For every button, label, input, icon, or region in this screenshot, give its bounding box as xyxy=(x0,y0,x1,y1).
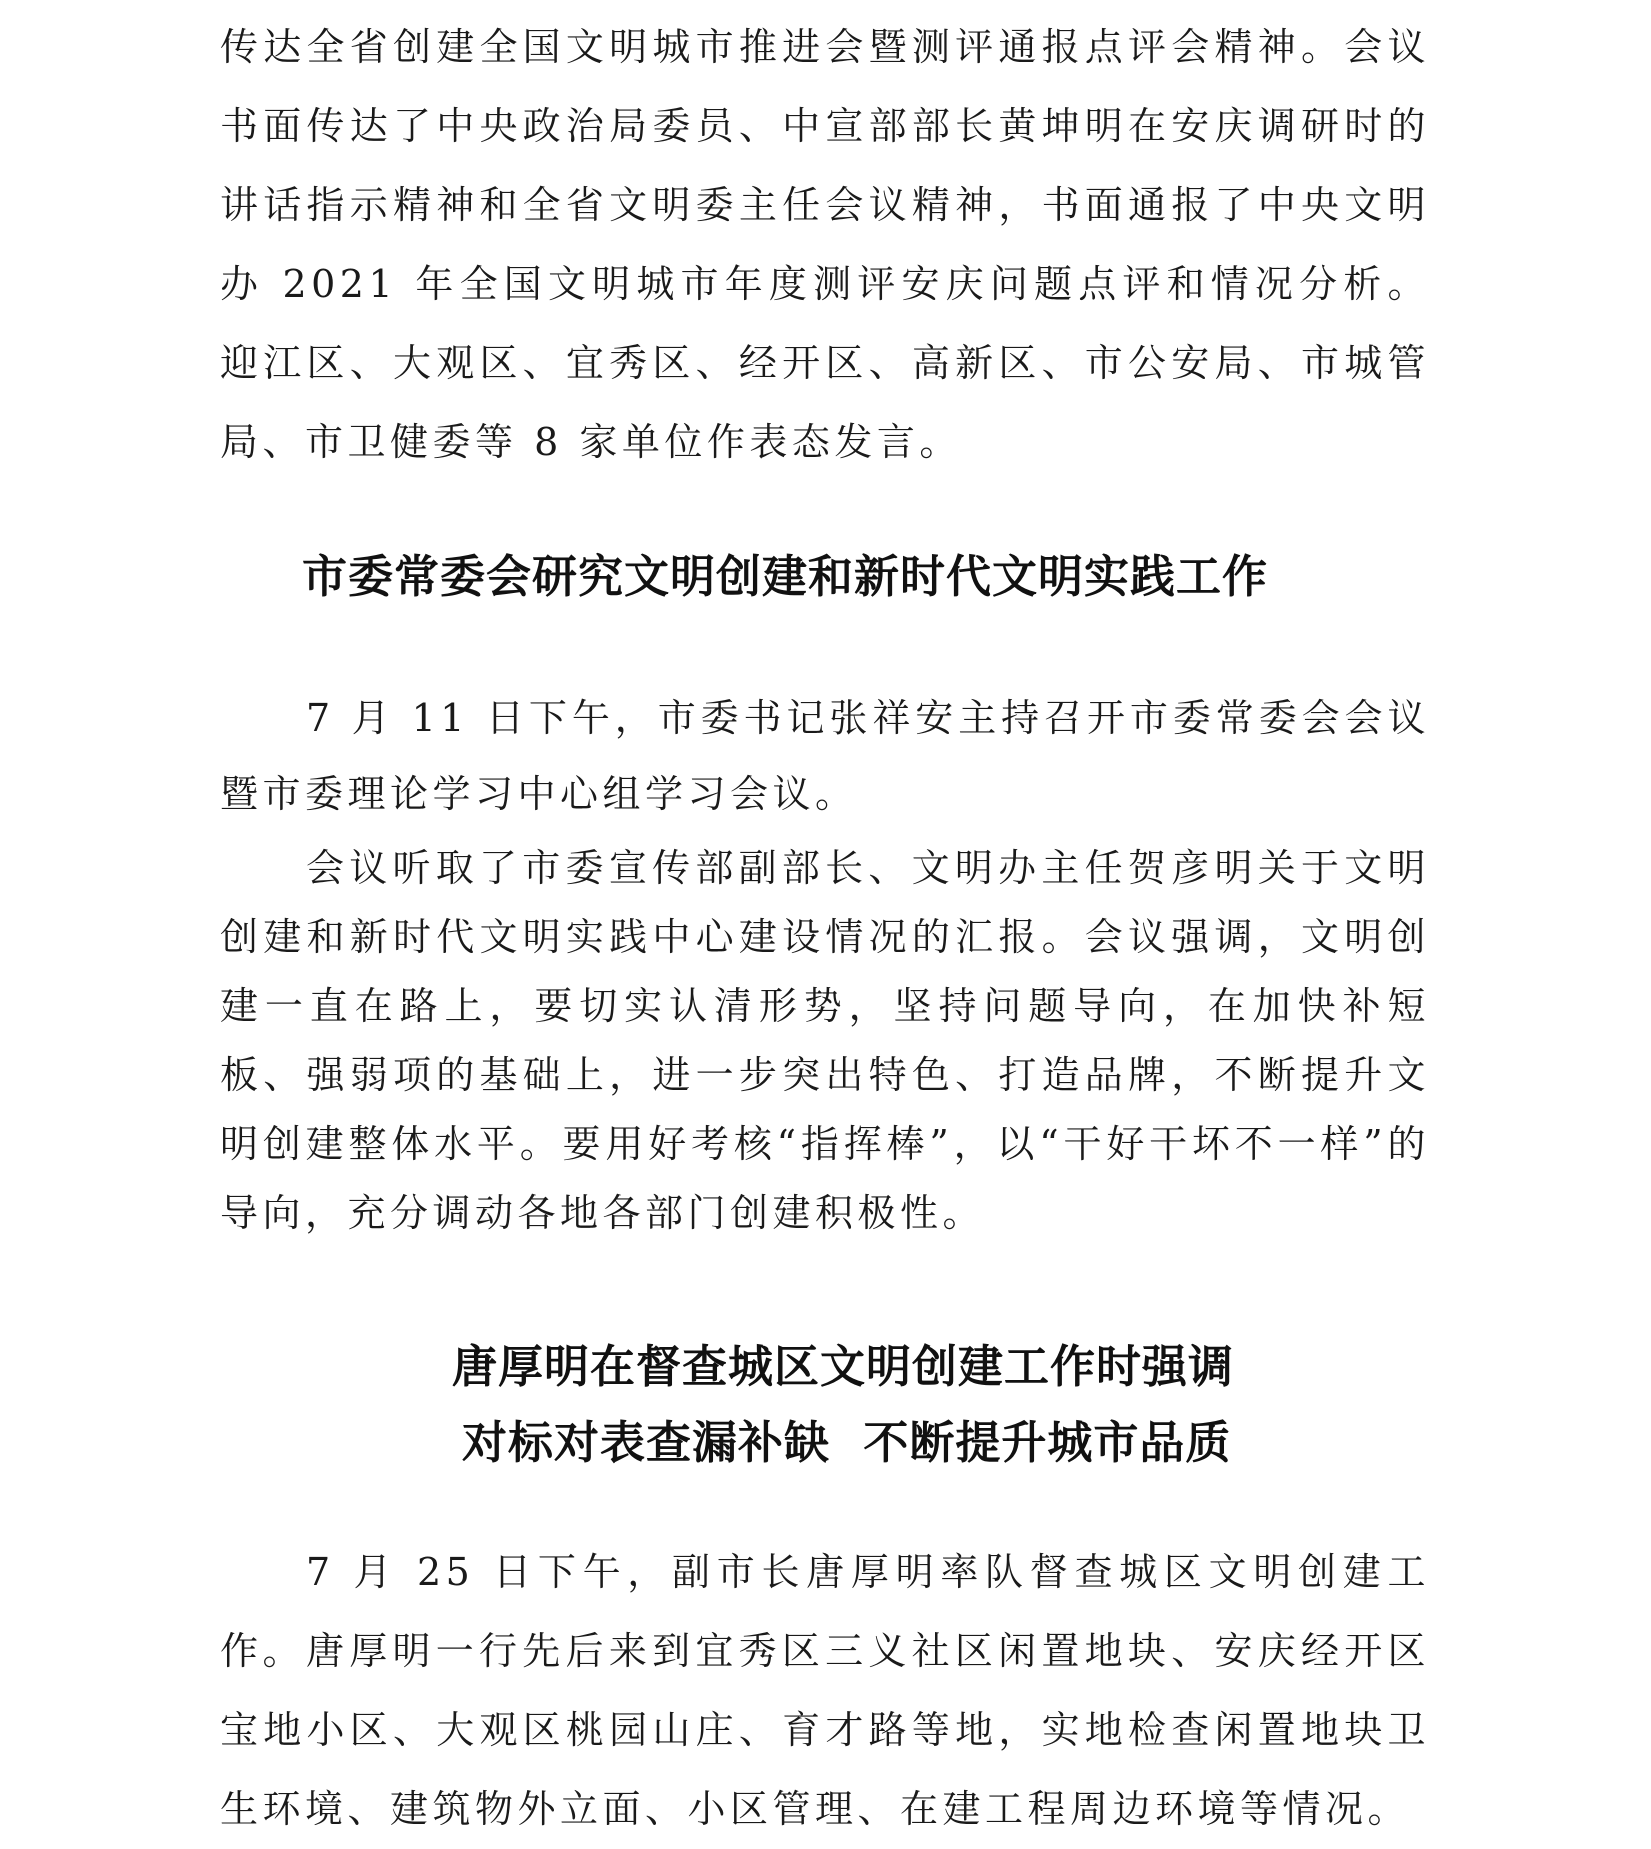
section-heading-inspection-line2: 对标对表查漏补缺 不断提升城市品质 xyxy=(462,1416,1232,1469)
section1-paragraph-report: 会议听取了市委宣传部副部长、文明办主任贺彦明关于文明创建和新时代文明实践中心建设情况的汇报。会议强调，文明创建一直在路上，要切实认清形势，坚持问题导向，在加快补短板、强弱项的基础上，进一步突出特色、打造品牌，不断提升文明创建整体水平。要用好考核“指挥棒”，以“干好干坏不一样”的导向，充分调动各地各部门创建积极性。 xyxy=(220,846,1430,1235)
section1-paragraph-meeting: 7 月 11 日下午，市委书记张祥安主持召开市委常委会会议暨市委理论学习中心组学习会议。 xyxy=(220,696,1430,816)
section-heading-standing-committee: 市委常委会研究文明创建和新时代文明实践工作 xyxy=(302,550,1269,603)
section2-paragraph-site-visits: 唐厚明一行先后来到宜秀区三义社区闲置地块、安庆经开区宝地小区、大观区桃园山庄、育才路等地，实地检查闲置地块卫生环境、建筑物外立面、小区管理、在建工程周边环境等情况。 xyxy=(220,1629,1430,1831)
intro-paragraph: 传达全省创建全国文明城市推进会暨测评通报点评会精神。会议书面传达了中央政治局委员、中宣部部长黄坤明在安庆调研时的讲话指示精神和全省文明委主任会议精神，书面通报了中央文明办 2021 年全国文明城市年度测评安庆问题点评和情况分析。迎江区、大观区、宜秀区、经开区、高新区、市公安局、市城管局、市卫健委等 8 家单位作表态发言。 xyxy=(220,25,1430,464)
section2-paragraph-inspection: 7 月 25 日下午，副市长唐厚明率队督查城区文明创建工作。 xyxy=(220,1550,1430,1673)
section-heading-inspection-line1: 唐厚明在督查城区文明创建工作时强调 xyxy=(452,1340,1235,1393)
